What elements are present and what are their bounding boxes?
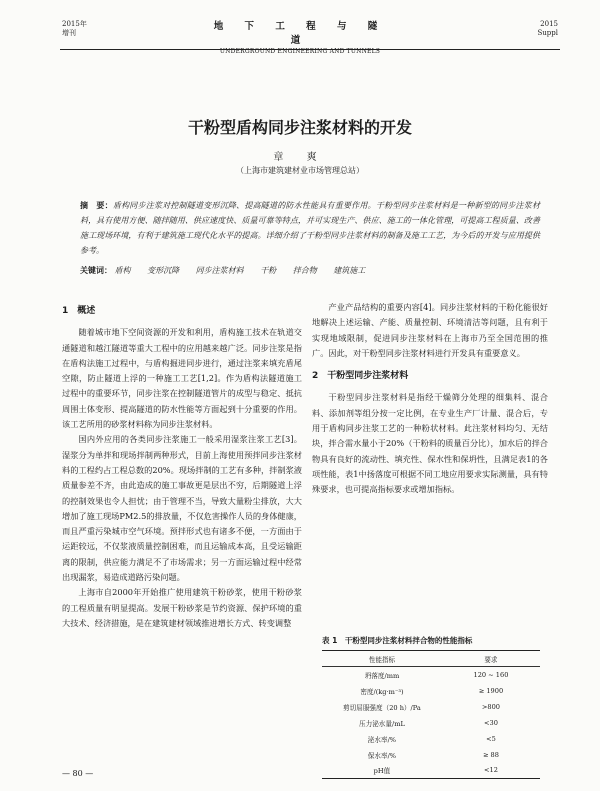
- table-cell: >800: [481, 702, 500, 711]
- article-title: 干粉型盾构同步注浆材料的开发: [187, 118, 412, 137]
- table-cell: <5: [486, 734, 496, 743]
- keyword: 干粉: [260, 266, 277, 275]
- right-column: [312, 300, 548, 498]
- table-cell: ≥ 88: [482, 750, 499, 759]
- table-row: [322, 667, 540, 683]
- page-number: — 80 —: [62, 769, 94, 778]
- paragraph: 随着城市地下空间资源的开发和利用，盾构施工技术在轨道交通隧道和越江隧道等重大工程中的应用越来越广泛。同步注浆是指在盾构法施工过程中，与盾构掘进同步进行，通过注浆来填充盾尾空隙，防止隧道上浮的一种施工工艺[1,2]。作为盾构法隧道施工过程中的重要环节，同步注浆在控制隧道管片的成型与稳定、抵抗周围土体变形、提高隧道的防水性能等方面起到十分重要的作用。该工艺所用的砂浆材料称为同步注浆材料。: [62, 327, 302, 430]
- keyword: 变形沉降: [147, 266, 180, 275]
- table-row: [322, 763, 540, 779]
- paragraph: 干粉型同步注浆材料是指经干燥筛分处理的细集料、混合料、添加剂等组分按一定比例，在专业生产厂计量、混合后，专用于盾构同步注浆工艺的一种粉状材料。此注浆材料均匀、无结块，拌合需水量小于20%（干粉料的质量百分比），加水后的拌合物具有良好的流动性、填充性、保水性和保坍性，且满足表1的各项性能，表1中扬落度可根据不同工地应用要求实际测量，具有特殊要求，也可提高指标要求或增加指标。: [312, 392, 548, 495]
- journal-name-cn: 地 下 工 程 与 隧 道: [213, 21, 387, 46]
- keyword: 建筑施工: [333, 266, 366, 275]
- keywords-label: 关键词：: [80, 265, 112, 275]
- table-row: [322, 731, 540, 747]
- keyword: 同步注浆材料: [195, 266, 244, 275]
- paragraph: 国内外应用的各类同步注浆施工一般采用湿浆注浆工艺[3]。湿浆分为单拌和现场拌制两种形式，目前上海使用预拌同步注浆材料的工程约占工程总数的20%。现场拌制的工艺有多种，拌制浆液质量参差不齐，由此造成的施工事故更是层出不穷，后期隧道上浮的控制效果也令人担忧；由于管理不当，导致大量粉尘排放，大大增加了施工现场PM2.5的排放量，不仅危害操作人员的身体健康，而且严重污染城市空气环境。预拌形式也有诸多不便，一方面由于运距较远，不仅浆液质量控制困难，而且运输成本高，且受运输距离的限制，供应能力满足不了市场需求；另一方面运输过程中经常出现漏浆，易造成道路污染问题。: [62, 434, 302, 583]
- table-cell: 坍落度/mm: [364, 671, 400, 680]
- table-cell: <30: [483, 718, 498, 727]
- paragraph: 上海市自2000年开始推广使用建筑干粉砂浆，使用干粉砂浆的工程质量有明显提高。发展干粉砂浆是节约资源、保护环境的重大技术、经济措施，是在建筑建材领域推进增长方式、转变调整: [62, 587, 302, 628]
- section-heading: 1 概述: [62, 306, 96, 316]
- table-cell: 压力泌水量/mL: [359, 719, 405, 728]
- table-caption: 表 1 干粉型同步注浆材料拌合物的性能指标: [322, 636, 473, 645]
- section-heading: 2 干粉型同步注浆材料: [312, 371, 409, 382]
- table-cell: 120 ~ 160: [473, 670, 509, 679]
- left-column: [62, 300, 302, 631]
- table-cell: pH值: [373, 767, 391, 776]
- table-cell: 密度/(kg·m⁻³): [360, 687, 404, 696]
- running-header: [0, 14, 600, 55]
- header-issue: 增刊: [62, 29, 76, 37]
- table-row: [322, 715, 540, 731]
- abstract-text: 盾构同步注浆对控制隧道变形沉降、提高隧道的防水性能具有重要作用。干粉型同步注浆材料是一种新型的同步注浆材料，具有使用方便、随拌随用、供应速度快、质量可靠等特点，并可实现生产、供应、施工的一体化管理，可提高工程质量、改善施工现场环境，有利于建筑施工现代化水平的提高。详细介绍了干粉型同步注浆材料的制备及施工工艺，为今后的开发与应用提供参考。: [80, 201, 540, 255]
- journal-name-en: UNDERGROUND ENGINEERING AND TUNNELS: [219, 48, 381, 55]
- keywords: [80, 263, 540, 278]
- table-cell: 保水率/%: [367, 751, 397, 760]
- keyword: 盾构: [114, 266, 131, 275]
- table-row: [322, 747, 540, 763]
- table: [322, 650, 540, 779]
- table-header-row: [322, 651, 540, 667]
- header-right: [537, 20, 558, 38]
- table-row: [322, 699, 540, 715]
- property-table: [322, 635, 540, 779]
- table-cell: 剪切屈服强度（20 h）/Pa: [343, 703, 421, 712]
- header-left: [62, 20, 87, 38]
- table-cell: ≥ 1900: [478, 686, 504, 695]
- header-year-right: 2015: [540, 20, 558, 28]
- article-affiliation: （上海市建筑建材业市场管理总站）: [236, 166, 364, 175]
- abstract-label: 摘 要：: [80, 200, 113, 210]
- table-header: 要求: [484, 655, 498, 664]
- header-rule: [60, 49, 560, 50]
- abstract: [80, 198, 540, 258]
- table-row: [322, 683, 540, 699]
- paragraph: 产业产品结构的重要内容[4]。同步注浆材料的干粉化能很好地解决上述运输、产能、质量控制、环境清洁等问题，且有利于实现地域限制，促进同步注浆材料在上海市乃至全国范围的推广。因此，对干粉型同步注浆材料进行开发具有重要意义。: [312, 302, 548, 358]
- table-header: 性能指标: [368, 655, 396, 664]
- table-cell: <12: [483, 766, 498, 775]
- header-issue-right: Suppl: [537, 29, 558, 37]
- table-cell: 泌水率/%: [367, 735, 397, 744]
- article-author: 章 爽: [273, 152, 327, 163]
- header-year: 2015年: [62, 20, 87, 28]
- keyword: 拌合物: [292, 266, 317, 275]
